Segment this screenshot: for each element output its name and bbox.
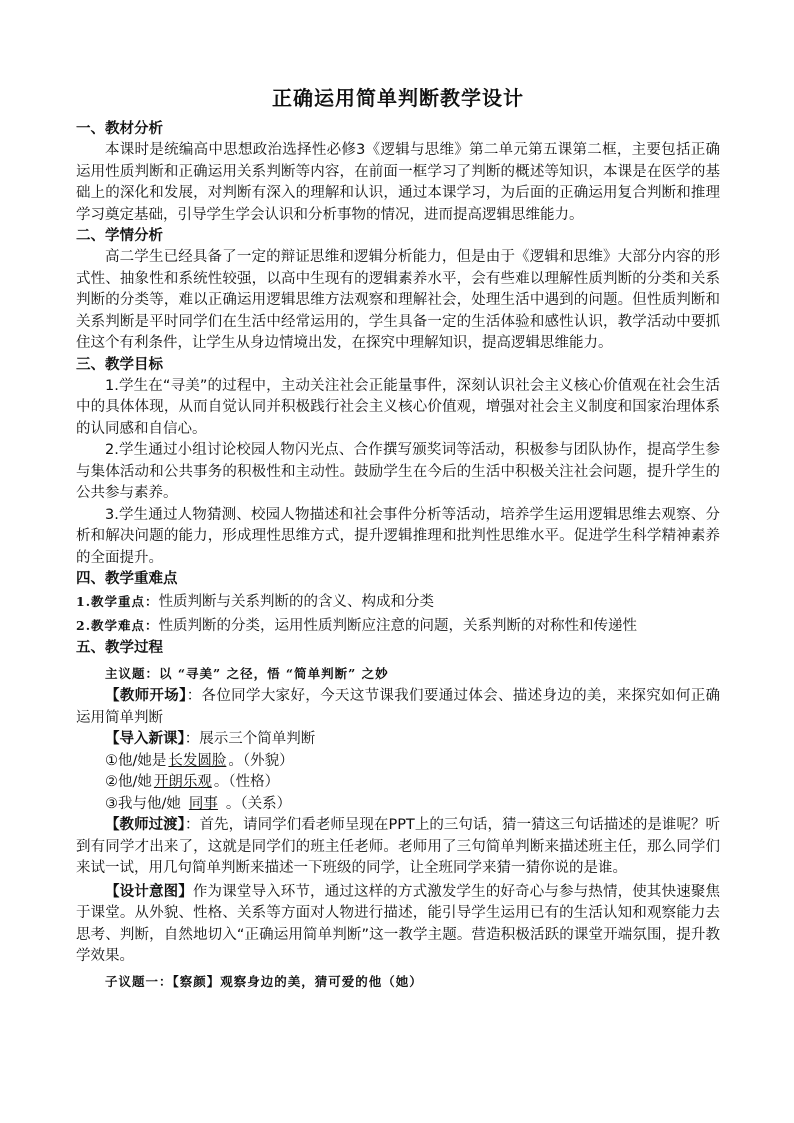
section-heading-materials: 一、教材分析 (76, 121, 163, 137)
judgment-1-fill: 长发圆脸 (168, 752, 227, 769)
key-point-label: 1.教学重点： (76, 594, 159, 609)
goal-item: 3.学生通过人物猜测、校园人物描述和社会事件分析等活动，培养学生运用逻辑思维去观察、分析和解决问题的能力，形成理性思维方式，提升逻辑推理和批判性思维水平。促进学生科学精神素养的全面提升。 (76, 506, 720, 566)
materials-paragraph: 本课时是统编高中思想政治选择性必修3《逻辑与思维》第二单元第五课第二框，主要包括正确运用性质判断和正确运用关系判断等内容，在前面一框学习了判断的概述等知识，本课是在医学的基础上的深化和发展，对判断有深入的理解和认识，通过本课学习，为后面的正确运用复合判断和推理学习奠定基础，引导学生学会认识和分析事物的情况，进而提高逻辑思维能力。 (76, 142, 720, 223)
judgment-3-fill: 同事 (188, 795, 218, 812)
judgment-2-prefix: ②他/她 (105, 774, 152, 790)
design-intent-label: 【设计意图】 (105, 883, 193, 900)
teacher-opening-text: ：各位同学大家好，今天这节课我们要通过体会、描述身边的美，来探究如何正确运用简单判断 (76, 688, 721, 726)
main-topic: 主议题：以 “寻美” 之径，悟 “简单判断” 之妙 (105, 666, 389, 681)
judgment-2-fill: 开朗乐观 (153, 774, 212, 790)
judgment-2 (76, 772, 720, 794)
judgment-3 (76, 794, 720, 816)
difficulty-label: 2.教学难点： (76, 618, 159, 633)
intro-label: 【导入新课】 (105, 731, 185, 747)
document-page (76, 82, 720, 994)
section-heading-keypoints: 四、教学重难点 (76, 571, 178, 587)
design-intent (76, 882, 720, 968)
judgment-3-prefix: ③我与他/她 (105, 795, 181, 812)
design-intent-text: 作为课堂导入环节，通过这样的方式激发学生的好奇心与参与热情，使其快速聚焦于课堂。从外貌、性格、关系等方面对人物进行描述，能引导学生运用已有的生活认知和观察能力去思考、判断，自然地切入“正确运用简单判断”这一教学主题。营造积极活跃的课堂开端氛围，提升教学效果。 (76, 883, 721, 964)
teacher-transition-text: ：首先，请同学们看老师呈现在PPT上的三句话，猜一猜这三句话描述的是谁呢？听到有同学才出来了，这就是同学们的班主任老师。老师用了三句简单判断来描述班主任，那么同学们来试一试，用几句简单判断来描述一下班级的同学，让全班同学来猜一猜你说的是谁。 (76, 817, 721, 876)
teacher-transition-label: 【教师过渡】 (105, 817, 185, 833)
teacher-transition (76, 815, 720, 880)
section-heading-process: 五、教学过程 (76, 640, 163, 656)
intro-text: ：展示三个简单判断 (184, 731, 316, 747)
section-heading-goals: 三、教学目标 (76, 356, 163, 373)
sub-topic-1: 子议题一：【察颜】观察身边的美，猜可爱的他（她） (105, 973, 423, 989)
judgment-1 (76, 751, 720, 773)
intro-line (76, 729, 720, 751)
judgment-2-suffix: 。（性格） (213, 774, 280, 790)
section-heading-students: 二、学情分析 (76, 228, 163, 244)
judgment-3-suffix: 。（关系） (225, 795, 292, 812)
key-point-line (76, 590, 720, 614)
difficulty-line (76, 614, 720, 638)
judgment-1-prefix: ①他/她是 (105, 752, 167, 769)
teacher-opening-label: 【教师开场】 (105, 688, 187, 704)
key-point-text: 性质判断与关系判断的的含义、构成和分类 (158, 594, 435, 610)
difficulty-text: 性质判断的分类，运用性质判断应注意的问题，关系判断的对称性和传递性 (158, 618, 638, 634)
judgment-1-suffix: 。（外貌） (228, 752, 294, 769)
students-paragraph: 高二学生已经具备了一定的辩证思维和逻辑分析能力，但是由于《逻辑和思维》大部分内容的形式性、抽象性和系统性较强，以高中生现有的逻辑素养水平，会有些难以理解性质判断的分类和关系判断的分类等，难以正确运用逻辑思维方法观察和理解社会，处理生活中遇到的问题。但性质判断和关系判断是平时同学们在生活中经常运用的，学生具备一定的生活体验和感性认识，教学活动中要抓住这个有利条件，让学生从身边情境出发，在探究中理解知识，提高逻辑思维能力。 (76, 249, 720, 351)
document-title: 正确运用简单判断教学设计 (272, 86, 524, 110)
goal-item: 1.学生在“寻美”的过程中，主动关注社会正能量事件，深刻认识社会主义核心价值观在社会生活中的具体体现，从而自觉认同并积极践行社会主义核心价值观，增强对社会主义制度和国家治理体系的认同感和自信心。 (76, 377, 720, 437)
teacher-opening (76, 686, 720, 729)
goal-item: 2.学生通过小组讨论校园人物闪光点、合作撰写颁奖词等活动，积极参与团队协作，提高学生参与集体活动和公共事务的积极性和主动性。鼓励学生在今后的生活中积极关注社会问题，提升学生的公共参与素养。 (76, 442, 720, 501)
